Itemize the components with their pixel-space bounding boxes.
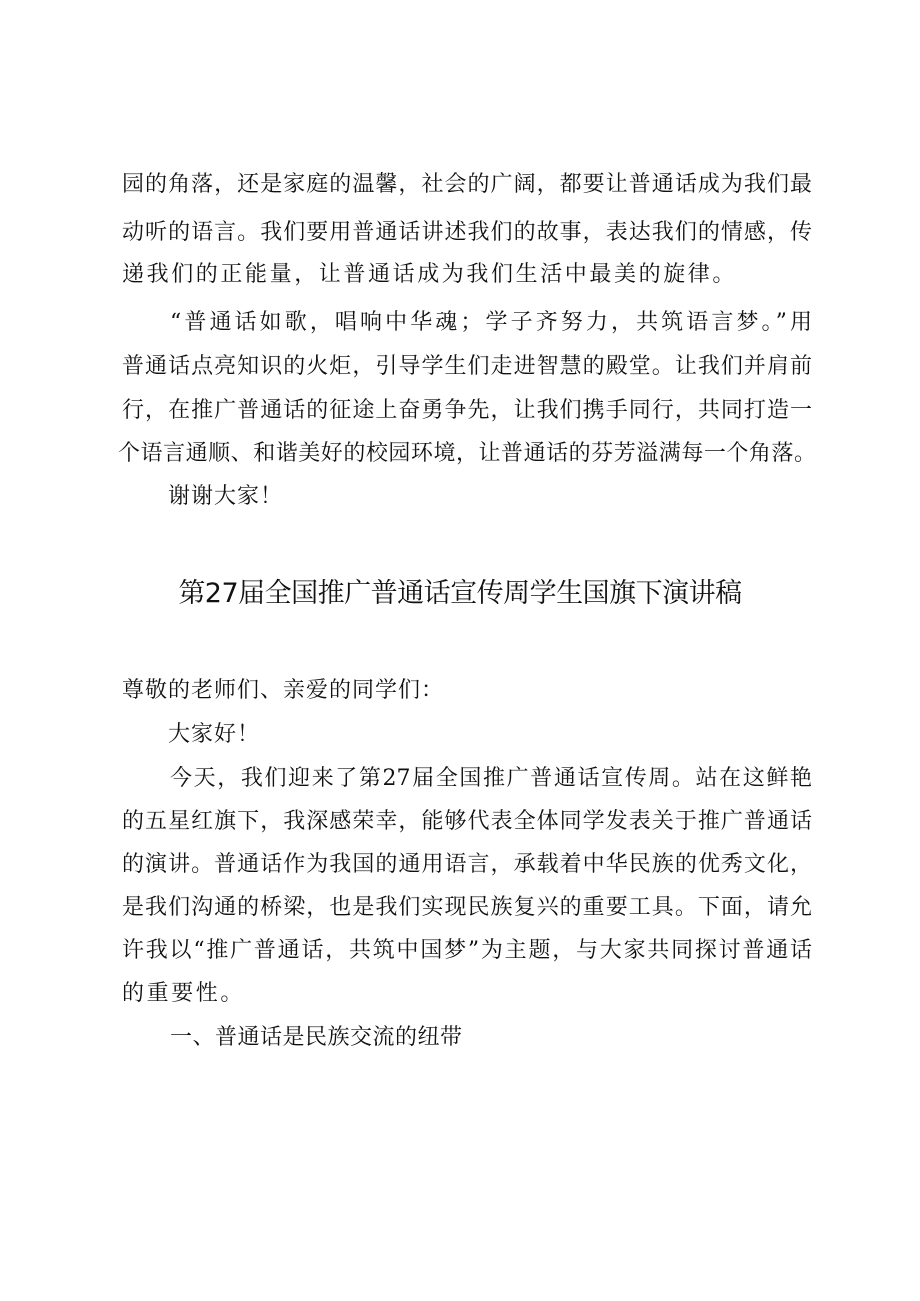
- closing-line: 谢谢大家！: [168, 484, 284, 509]
- section-heading: 一、普通话是民族交流的纽带: [170, 1025, 463, 1050]
- body-line: 的演讲。普通话作为我国的通用语言，承载着中华民族的优秀文化，: [122, 852, 812, 877]
- body-line: 今天，我们迎来了第27届全国推广普通话宣传周。站在这鲜艳: [170, 766, 812, 791]
- speech-title: 第27届全国推广普通话宣传周学生国旗下演讲稿: [178, 578, 742, 609]
- body-line: 是我们沟通的桥梁，也是我们实现民族复兴的重要工具。下面，请允: [122, 895, 812, 920]
- salutation: 尊敬的老师们、亲爱的同学们：: [122, 678, 445, 703]
- body-line: 园的角落，还是家庭的温馨，社会的广阔，都要让普通话成为我们最: [122, 172, 812, 197]
- body-line: 的重要性。: [122, 981, 246, 1006]
- body-line: 的五星红旗下，我深感荣幸，能够代表全体同学发表关于推广普通话: [122, 809, 812, 834]
- body-line: 递我们的正能量，让普通话成为我们生活中最美的旋律。: [122, 262, 738, 287]
- body-line: “普通话如歌，唱响中华魂；学子齐努力，共筑语言梦。”用: [170, 310, 812, 335]
- body-line: 行，在推广普通话的征途上奋勇争先，让我们携手同行，共同打造一: [122, 398, 812, 423]
- body-line: 普通话点亮知识的火炬，引导学生们走进智慧的殿堂。让我们并肩前: [122, 354, 812, 379]
- greeting: 大家好！: [168, 722, 261, 747]
- body-line: 动听的语言。我们要用普通话讲述我们的故事，表达我们的情感，传: [122, 220, 812, 245]
- body-line: 个语言通顺、和谐美好的校园环境，让普通话的芬芳溢满每一个角落。: [118, 441, 816, 466]
- body-line: 许我以“推广普通话，共筑中国梦”为主题，与大家共同探讨普通话: [122, 938, 812, 963]
